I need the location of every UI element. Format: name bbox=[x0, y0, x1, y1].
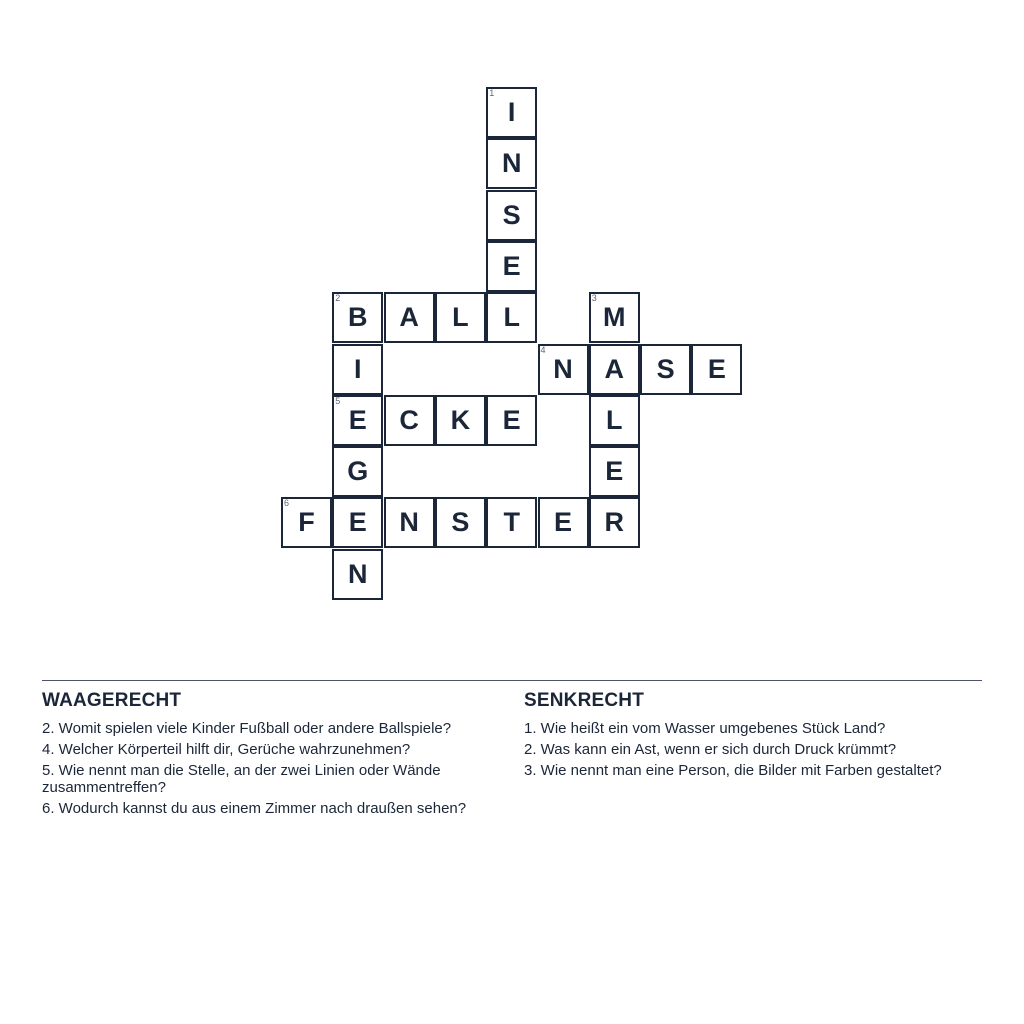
cell-letter: T bbox=[503, 507, 520, 538]
grid-cell[interactable] bbox=[691, 344, 742, 395]
down-heading: SENKRECHT bbox=[524, 690, 645, 711]
cell-letter: B bbox=[348, 302, 368, 333]
across-clue-2: 2. Womit spielen viele Kinder Fußball oder andere Ballspiele? bbox=[42, 720, 452, 737]
clue-number: 5 bbox=[335, 395, 341, 406]
clue-number: 2 bbox=[335, 293, 341, 304]
across-heading: WAAGERECHT bbox=[42, 690, 182, 711]
grid-cell[interactable] bbox=[538, 497, 589, 548]
cell-letter: N bbox=[348, 558, 368, 589]
cell-letter: S bbox=[656, 353, 675, 384]
grid-cell[interactable] bbox=[486, 292, 537, 343]
grid-cell[interactable] bbox=[486, 395, 537, 446]
cell-letter: M bbox=[603, 302, 626, 333]
cell-letter: A bbox=[399, 302, 419, 333]
grid-cell[interactable] bbox=[589, 344, 640, 395]
grid-cell[interactable] bbox=[332, 549, 383, 600]
across-clues bbox=[42, 690, 502, 821]
grid-cell[interactable] bbox=[640, 344, 691, 395]
grid-cell[interactable] bbox=[589, 446, 640, 497]
cell-letter: S bbox=[502, 199, 521, 230]
cell-letter: S bbox=[451, 507, 470, 538]
grid-cell[interactable] bbox=[589, 292, 640, 343]
cell-letter: E bbox=[502, 404, 521, 435]
cell-letter: E bbox=[502, 250, 521, 281]
grid-cell[interactable] bbox=[332, 446, 383, 497]
cell-letter: N bbox=[399, 507, 419, 538]
cell-letter: K bbox=[450, 404, 471, 435]
cell-letter: A bbox=[604, 353, 625, 384]
grid-cell[interactable] bbox=[486, 241, 537, 292]
grid-cell[interactable] bbox=[384, 395, 435, 446]
down-clue-1: 1. Wie heißt ein vom Wasser umgebenes Stück Land? bbox=[524, 720, 886, 737]
divider bbox=[42, 680, 982, 681]
grid-cell[interactable] bbox=[486, 497, 537, 548]
grid-cell[interactable] bbox=[435, 395, 486, 446]
cell-letter: C bbox=[399, 404, 419, 435]
cell-letter: F bbox=[298, 507, 315, 538]
clue-number: 4 bbox=[540, 344, 546, 355]
grid-cell[interactable] bbox=[538, 344, 589, 395]
grid-cell[interactable] bbox=[486, 138, 537, 189]
grid-cell[interactable] bbox=[384, 497, 435, 548]
grid-cell[interactable] bbox=[435, 292, 486, 343]
down-clues bbox=[524, 690, 964, 783]
down-clue-3: 3. Wie nennt man eine Person, die Bilder mit Farben gestaltet? bbox=[524, 762, 942, 779]
grid-cell[interactable] bbox=[332, 497, 383, 548]
clue-number: 3 bbox=[591, 293, 597, 304]
across-clue-4: 4. Welcher Körperteil hilft dir, Gerüche wahrzunehmen? bbox=[42, 741, 411, 758]
cell-letter: E bbox=[348, 507, 367, 538]
clue-number: 1 bbox=[489, 88, 495, 98]
cell-letter: R bbox=[604, 507, 625, 538]
grid-cell[interactable] bbox=[384, 292, 435, 343]
grid-cell[interactable] bbox=[332, 292, 383, 343]
cell-letter: G bbox=[347, 456, 369, 487]
cell-letter: L bbox=[503, 302, 520, 333]
grid-cell[interactable] bbox=[332, 344, 383, 395]
down-clue-2: 2. Was kann ein Ast, wenn er sich durch Druck krümmt? bbox=[524, 741, 897, 758]
grid-cell[interactable] bbox=[435, 497, 486, 548]
cell-letter: N bbox=[553, 353, 573, 384]
cell-letter: L bbox=[606, 404, 623, 435]
cell-letter: N bbox=[501, 148, 522, 179]
across-clue-5: 5. Wie nennt man die Stelle, an der zwei Linien oder Wände zusammentreffen? bbox=[42, 762, 441, 796]
cell-letter: I bbox=[507, 97, 516, 127]
clue-number: 6 bbox=[284, 498, 290, 509]
cell-letter: E bbox=[553, 507, 572, 538]
grid-cell[interactable] bbox=[281, 497, 332, 548]
grid-cell[interactable] bbox=[589, 395, 640, 446]
grid-cell[interactable] bbox=[332, 395, 383, 446]
across-clue-6: 6. Wodurch kannst du aus einem Zimmer nach draußen sehen? bbox=[42, 800, 467, 817]
cell-letter: E bbox=[605, 456, 624, 487]
grid-cell[interactable] bbox=[589, 497, 640, 548]
cell-letter: I bbox=[354, 353, 362, 384]
cell-letter: L bbox=[452, 302, 469, 333]
grid-cell[interactable] bbox=[486, 190, 537, 241]
cell-letter: E bbox=[707, 353, 726, 384]
cell-letter: E bbox=[348, 404, 367, 435]
grid-cell[interactable] bbox=[486, 87, 537, 138]
